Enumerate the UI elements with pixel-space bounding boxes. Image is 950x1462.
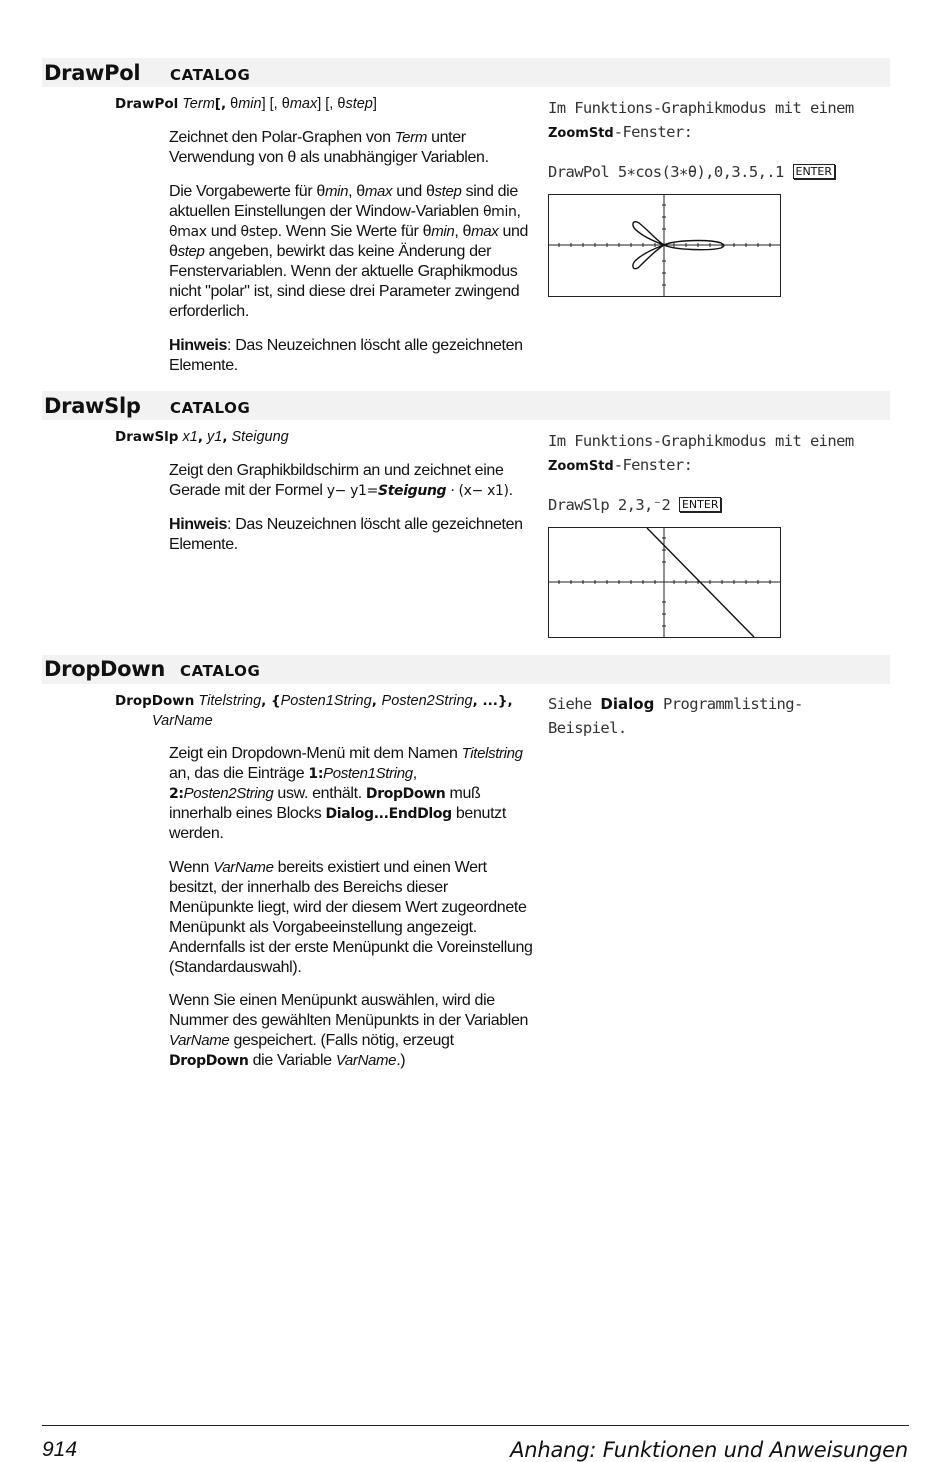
chapter-title: Anhang: Funktionen und Anweisungen [510,1438,908,1462]
slope-graph [549,528,780,637]
example-text: Im Funktions-Graphikmodus mit einem ZoomStd-Fenster: DrawSlp 2,3,⁻2 ENTER [548,432,854,514]
syntax-line: DrawPol Term[, θmin] [, θmax] [, θstep] [115,96,377,112]
section-title-dropdown: DropDown [44,657,166,681]
catalog-label: CATALOG [180,662,261,680]
description-paragraph: Wenn VarName bereits existiert und einen Wert besitzt, der innerhalb des Bereichs dieser Menüpunkte liegt, wird der diesem Wert zugeordnete Menüpunkt als Vorgabeeinstellung angezeigt. Andernfalls ist der erste Menüpunkt die Voreinstellung (Standardauswahl). [169,859,533,976]
description-paragraph: Zeichnet den Polar-Graphen von Term unter Verwendung von θ als unabhängiger Variablen. [169,129,489,166]
hint-paragraph: Hinweis: Das Neuzeichnen löscht alle gezeichneten Elemente. [169,337,523,374]
enter-key-icon: ENTER [679,497,722,512]
syntax-line: DrawSlp x1, y1, Steigung [115,429,289,445]
page-number: 914 [42,1438,78,1461]
section-header-bar [42,655,890,684]
syntax-line: DropDown Titelstring, {Posten1String, Posten2String, ...}, VarName [115,693,513,729]
example-text: Im Funktions-Graphikmodus mit einem ZoomStd-Fenster: DrawPol 5∗cos(3∗θ),0,3.5,.1 ENTER [548,99,854,181]
catalog-label: CATALOG [170,399,251,417]
description-paragraph: Die Vorgabewerte für θmin, θmax und θstep sind die aktuellen Einstellungen der Window-Variablen θmin, θmax und θstep. Wenn Sie Werte für θmin, θmax und θstep angeben, bewirkt das keine Änderung der Fenstervariablen. Wenn der aktuelle Graphikmodus nicht "polar" ist, sind diese drei Parameter zwingend erforderlich. [169,183,529,320]
section-title-drawslp: DrawSlp [44,394,141,418]
graph-screen-drawpol [548,194,781,297]
polar-graph [549,195,780,296]
graph-screen-drawslp [548,527,781,638]
dialog-link: Dialog [600,695,655,713]
description-paragraph: Wenn Sie einen Menüpunkt auswählen, wird die Nummer des gewählten Menüpunkts in der Variablen VarName gespeichert. (Falls nötig, erzeugt DropDown die Variable VarName.) [169,992,529,1069]
description-paragraph: Zeigt den Graphikbildschirm an und zeichnet eine Gerade mit der Formel y− y1=Steigung · (x− x1). [169,462,513,499]
example-text: Siehe Dialog Programmlisting- Beispiel. [548,695,803,737]
hint-paragraph: Hinweis: Das Neuzeichnen löscht alle gezeichneten Elemente. [169,516,523,553]
footer-divider [42,1425,909,1426]
catalog-label: CATALOG [170,66,251,84]
enter-key-icon: ENTER [793,164,836,179]
section-title-drawpol: DrawPol [44,61,141,85]
description-paragraph: Zeigt ein Dropdown-Menü mit dem Namen Titelstring an, das die Einträge 1:Posten1String, 2:Posten2String usw. enthält. DropDown muß innerhalb eines Blocks Dialog...EndDlog benutzt werden. [169,745,523,842]
